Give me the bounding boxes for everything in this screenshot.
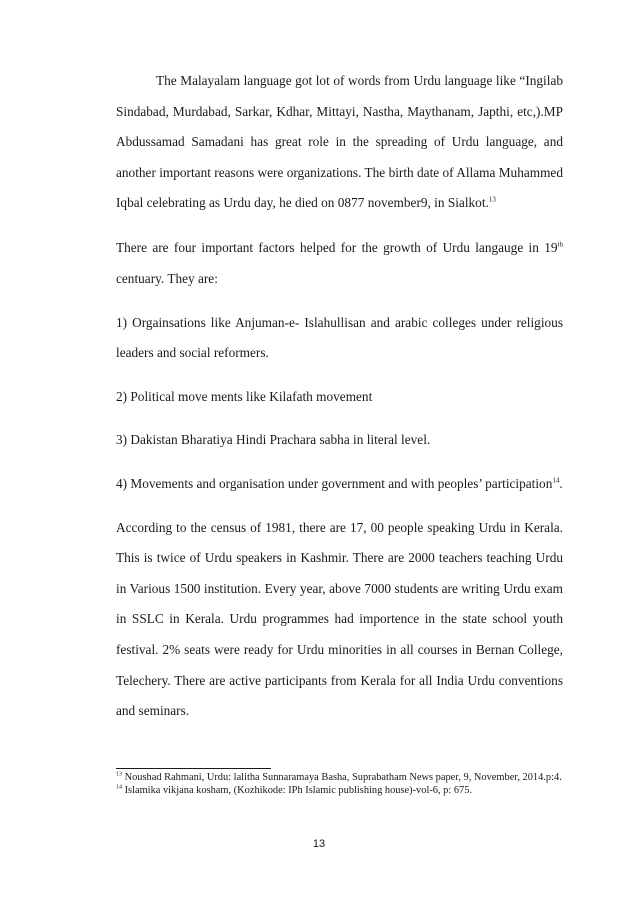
paragraph-text: The Malayalam language got lot of words from Urdu language like “Ingilab Sindabad, Murdabad, Sarkar, Kdhar, Mittayi, Nastha, Maythanam, Japthi, etc,).MP Abdussamad Samadani has great role in the spreading of Urdu language, and another important reasons were organizations. The birth date of Allama Muhammed Iqbal celebrating as Urdu day, he died on 0877 november9, in Sialkot.	[116, 73, 563, 211]
paragraph-text: According to the census of 1981, there are 17, 00 people speaking Urdu in Kerala. This is twice of Urdu speakers in Kashmir. There are 2000 teachers teaching Urdu in Various 1500 institution. Every year, above 7000 students are writing Urdu exam in SSLC in Kerala. Urdu programmes had importence in the state school youth festival. 2% seats were ready for Urdu minorities in all courses in Bernan College, Telechery. There are active participants from Kerala for all India Urdu conventions and seminars.	[116, 519, 563, 719]
list-item-factor-4	[116, 469, 563, 500]
footnote-text: Islamika vikjana kosham, (Kozhikode: IPh Islamic publishing house)-vol-6, p: 675.	[122, 785, 473, 797]
paragraph-urdu-words	[116, 66, 563, 219]
list-item-text-end: .	[559, 476, 563, 492]
paragraph-census	[116, 513, 563, 727]
list-item-text: 3) Dakistan Bharatiya Hindi Prachara sabha in literal level.	[116, 432, 431, 448]
list-item-text: 4) Movements and organisation under government and with peoples’ participation	[116, 476, 553, 492]
body-text	[116, 66, 563, 741]
list-item-factor-1	[116, 308, 563, 369]
list-item-factor-3	[116, 425, 563, 456]
paragraph-text: There are four important factors helped for the growth of Urdu langauge in 19	[116, 240, 558, 256]
paragraph-factors-intro	[116, 233, 563, 294]
page-number: 13	[312, 838, 326, 850]
footnote-14	[116, 784, 563, 797]
footnote-number: 14	[116, 784, 122, 791]
superscript-th: th	[557, 241, 563, 250]
footnote-13	[116, 771, 563, 784]
footnote-ref-14: 14	[552, 476, 560, 485]
footnotes	[116, 771, 563, 798]
footnote-ref-13: 13	[488, 195, 496, 204]
list-item-text: 1) Orgainsations like Anjuman-e- Islahullisan and arabic colleges under religious leaders and social reformers.	[116, 314, 563, 361]
list-item-factor-2	[116, 382, 563, 413]
footnote-text: Noushad Rahmani, Urdu: lalitha Sunnaramaya Basha, Suprabatham News paper, 9, November, 2014.p:4.	[122, 772, 562, 783]
list-item-text: 2) Political move ments like Kilafath movement	[116, 388, 373, 404]
paragraph-text: centuary. They are:	[116, 271, 218, 287]
footnote-divider	[116, 768, 271, 769]
footnote-number: 13	[116, 771, 122, 778]
